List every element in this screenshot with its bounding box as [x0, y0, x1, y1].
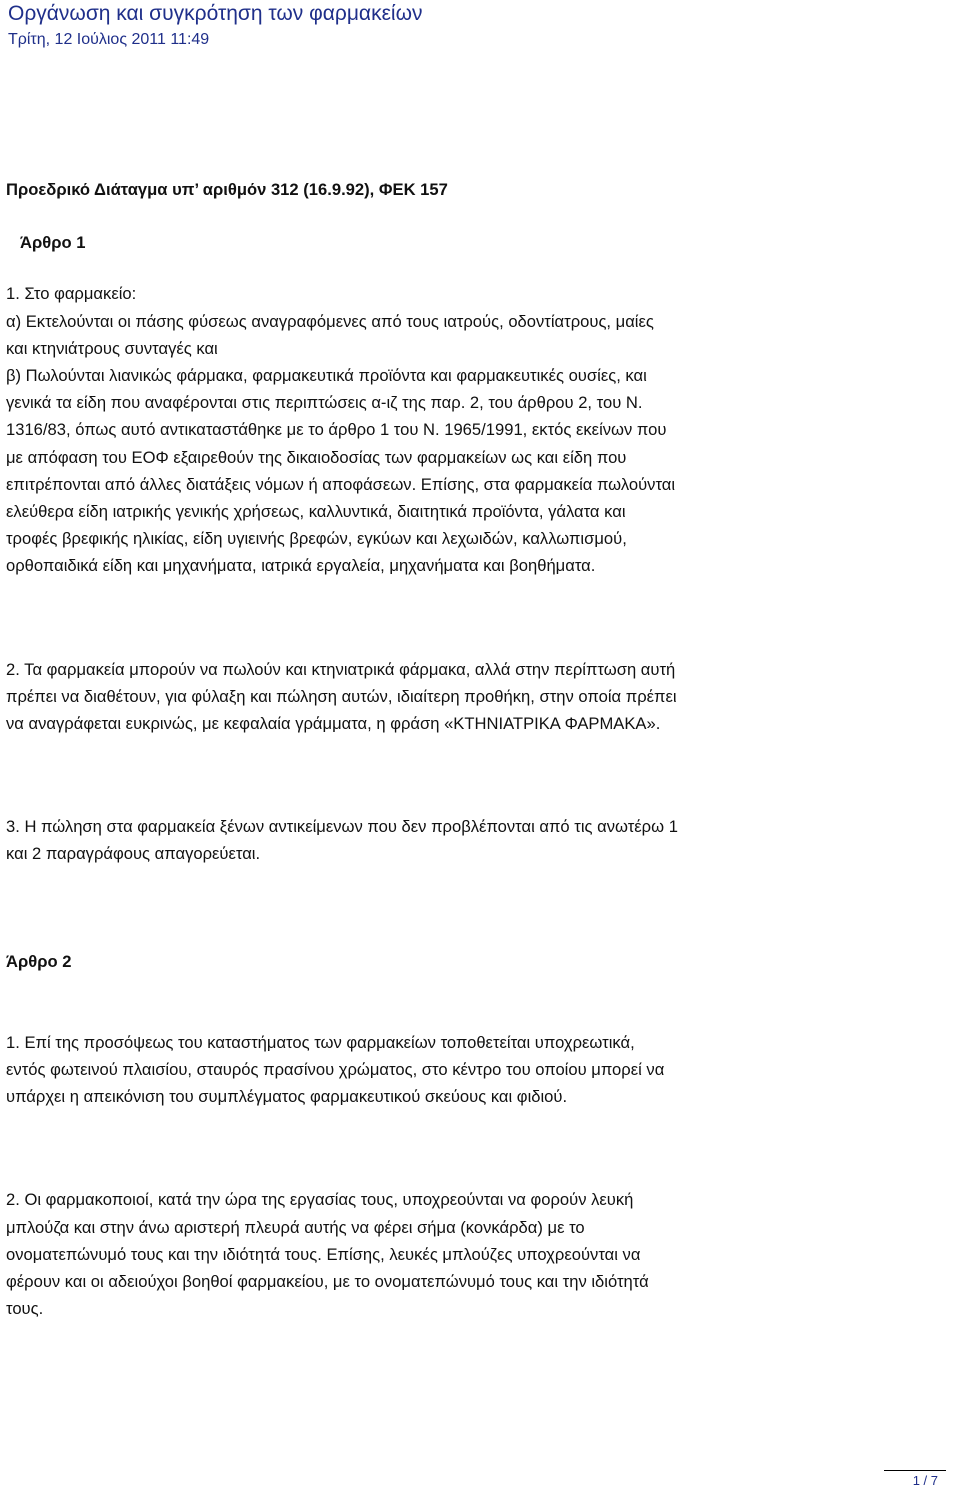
- document-body: [6, 176, 952, 1322]
- footer-divider: [884, 1470, 946, 1471]
- text-line: φέρουν και οι αδειούχοι βοηθοί φαρμακείου, με το ονοματεπώνυμό τους και την ιδιότητά: [6, 1272, 649, 1292]
- publish-date: Τρίτη, 12 Ιούλιος 2011 11:49: [8, 31, 210, 48]
- spacer: [6, 975, 952, 1029]
- article-1-paragraph-2: [6, 656, 952, 738]
- text-line: 2. Οι φαρμακοποιοί, κατά την ώρα της εργασίας τους, υποχρεούνται να φορούν λευκή: [6, 1190, 634, 1210]
- text-line: α) Εκτελούνται οι πάσης φύσεως αναγραφόμενες από τους ιατρούς, οδοντίατρους, μαίες: [6, 311, 654, 331]
- text-line: υπάρχει η απεικόνιση του συμπλέγματος φαρμακευτικού σκεύους και φιδιού.: [6, 1087, 568, 1107]
- text-line: 2. Τα φαρμακεία μπορούν να πωλούν και κτηνιατρικά φάρμακα, αλλά στην περίπτωση αυτή: [6, 659, 676, 679]
- text-line: επιτρέπονται από άλλες διατάξεις νόμων ή αποφάσεων. Επίσης, στα φαρμακεία πωλούνται: [6, 474, 676, 494]
- page-title: Οργάνωση και συγκρότηση των φαρμακείων: [8, 2, 423, 25]
- text-line: γενικά τα είδη που αναφέρονται στις περιπτώσεις α-ιζ της παρ. 2, του άρθρου 2, του Ν.: [6, 393, 643, 413]
- text-line: εντός φωτεινού πλαισίου, σταυρός πρασίνου χρώματος, στο κέντρο του οποίου μπορεί να: [6, 1060, 665, 1080]
- text-line: να αναγράφεται ευκρινώς, με κεφαλαία γράμματα, η φράση «ΚΤΗΝΙΑΤΡΙΚΑ ΦΑΡΜΑΚΑ».: [6, 714, 661, 734]
- text-line: 3. Η πώληση στα φαρμακεία ξένων αντικείμενων που δεν προβλέπονται από τις ανωτέρω 1: [6, 817, 678, 837]
- spacer: [6, 737, 952, 813]
- article-1-heading: Άρθρο 1: [20, 233, 86, 253]
- article-1-paragraph-3: [6, 813, 952, 867]
- article-2-paragraph-1: [6, 1029, 952, 1111]
- text-line: 1316/83, όπως αυτό αντικαταστάθηκε με το άρθρο 1 του Ν. 1965/1991, εκτός εκείνων που: [6, 420, 667, 440]
- article-2-heading: Άρθρο 2: [6, 951, 72, 971]
- text-line: και 2 παραγράφους απαγορεύεται.: [6, 844, 261, 864]
- page-header: [8, 2, 948, 50]
- spacer: [6, 1110, 952, 1186]
- text-line: τροφές βρεφικής ηλικίας, είδη υγιεινής βρεφών, εγκύων και λεχωιδών, καλλωπισμού,: [6, 529, 627, 549]
- text-line: τους.: [6, 1299, 44, 1319]
- decree-title: Προεδρικό Διάταγμα υπ’ αριθμόν 312 (16.9.92), ΦΕΚ 157: [6, 180, 448, 199]
- text-line: μπλούζα και στην άνω αριστερή πλευρά αυτής να φέρει σήμα (κονκάρδα) με το: [6, 1217, 585, 1237]
- text-line: ονοματεπώνυμό τους και την ιδιότητά τους. Επίσης, λευκές μπλούζες υποχρεούνται να: [6, 1244, 641, 1264]
- article-2-paragraph-2: [6, 1186, 952, 1322]
- spacer: [6, 580, 952, 656]
- article-1-paragraph-1: [6, 280, 952, 579]
- spacer: [6, 868, 952, 948]
- text-line: ελεύθερα είδη ιατρικής γενικής χρήσεως, καλλυντικά, διαιτητικά προϊόντα, γάλατα και: [6, 502, 626, 522]
- text-line: 1. Επί της προσόψεως του καταστήματος των φαρμακείων τοποθετείται υποχρεωτικά,: [6, 1032, 635, 1052]
- text-line: και κτηνιάτρους συνταγές και: [6, 338, 218, 358]
- text-line: β) Πωλούνται λιανικώς φάρμακα, φαρμακευτικά προϊόντα και φαρμακευτικές ουσίες, και: [6, 366, 647, 386]
- text-line: πρέπει να διαθέτουν, για φύλαξη και πώληση αυτών, ιδιαίτερη προθήκη, στην οποία πρέπει: [6, 686, 677, 706]
- text-line: 1. Στο φαρμακείο:: [6, 284, 137, 304]
- text-line: ορθοπαιδικά είδη και μηχανήματα, ιατρικά εργαλεία, μηχανήματα και βοηθήματα.: [6, 556, 596, 576]
- page-number: 1 / 7: [912, 1473, 938, 1488]
- text-line: με απόφαση του ΕΟΦ εξαιρεθούν της δικαιοδοσίας των φαρμακείων ως και είδη που: [6, 447, 627, 467]
